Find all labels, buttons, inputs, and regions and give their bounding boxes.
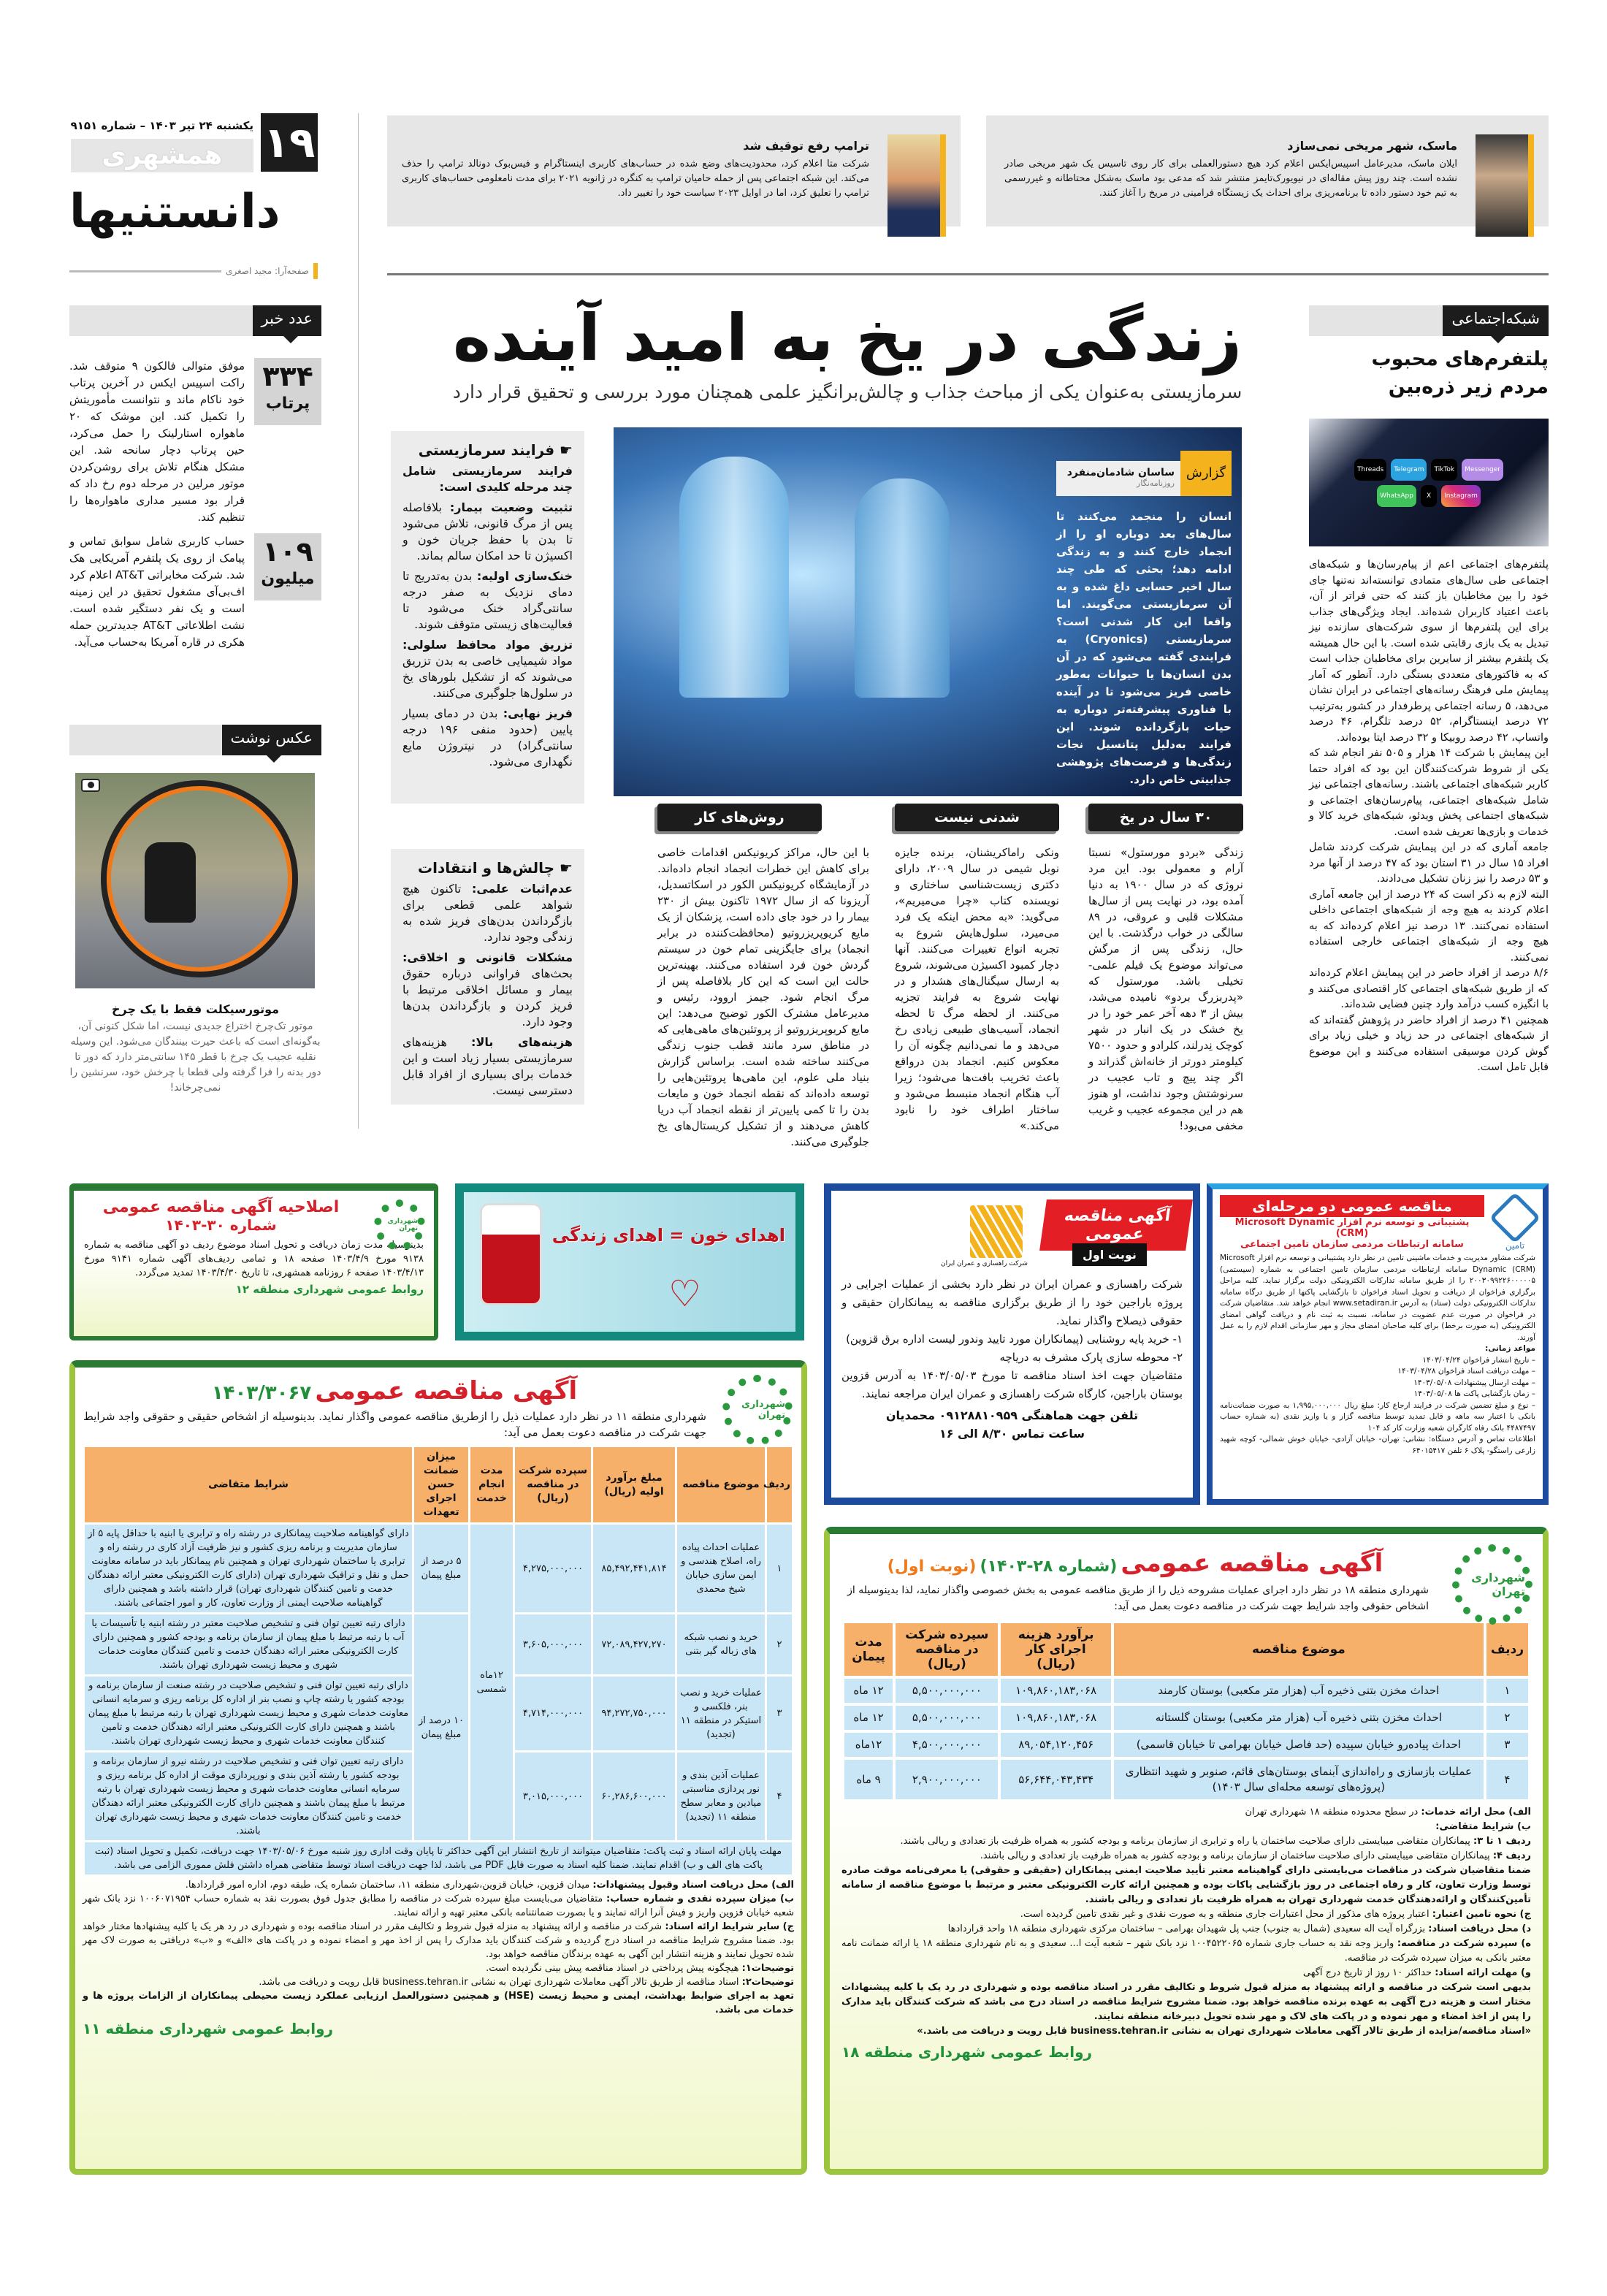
col-header: سپرده شرکت در مناقصه (ریال) <box>896 1623 998 1676</box>
stat-number: ۱۰۹ <box>262 535 313 568</box>
cell-duration: ۱۲ماه <box>844 1733 893 1757</box>
col-header: میزان ضمانت حسن اجرای تعهدات <box>414 1447 468 1522</box>
cell-row-no: ۴ <box>1486 1760 1528 1799</box>
col-header: سپرده شرکت در مناقصه (ریال) <box>515 1447 591 1522</box>
note <box>83 1920 794 1961</box>
col-header: ردیف <box>1486 1623 1528 1676</box>
note-head: ردیف ۱ تا ۳: <box>1473 1836 1531 1847</box>
photo-caption-block <box>69 725 321 1123</box>
tehran-municipality-logo: شهرداری تهران <box>1452 1544 1532 1625</box>
item-head: تزریق مواد محافظ سلولی: <box>402 638 573 652</box>
date-line: – مهلت دریافت اسناد فراخوان ۱۴۰۳/۰۴/۲۸ <box>1397 1367 1535 1376</box>
item-text: بحث‌های فراوانی درباره حقوق بیمار و مسائل اخلاقی مرتبط با فریز کردن و بازگرداندن بدن‌ها وجود دارد. <box>402 966 573 1029</box>
ad-round: نوبت اول <box>1072 1243 1147 1266</box>
note-head: ب) میزان سپرده نقدی و شماره حساب: <box>606 1893 795 1904</box>
process-title-text: فرایند سرمازیستی <box>418 441 555 459</box>
news-title: ترامپ رفع توقیف شد <box>743 139 869 153</box>
col-header: مدت پیمان <box>844 1623 893 1676</box>
item-text: بدن به‌تدریج تا دمای نزدیک به صفر درجه سانتی‌گراد خنک می‌شود تا فعالیت‌های زیستی متوقف شوند. <box>402 569 573 631</box>
stat-body: موفق متوالی فالکون ۹ متوقف شد. راکت اسپیس ایکس در آخرین پرتاب خود ناکام ماند و نتوانست مأموریتش را تکمیل کند. این موشک که ۲۰ ماهواره استارلینک را حمل می‌کرد، حین پرتاب دچار سانحه شد. این مشکل هنگام تلاش برای روشن‌کردن موتور مرلین در مرحله دوم رخ داد که قرار بود مسیر مداری ماهواره‌ها را تنظیم کند. <box>69 359 245 524</box>
item-head: فریز نهایی: <box>503 706 573 720</box>
tehran-municipality-logo: شهرداری تهران <box>374 1200 425 1251</box>
masthead <box>69 113 318 281</box>
tiktok-icon: TikTok <box>1431 459 1457 481</box>
photo-body: موتور تک‌چرخ اختراع جدیدی نیست، اما شکل کنونی آن، به‌گونه‌ای است که باعث حیرت بینندگان می‌شود. این وسیله نقلیه عجیب یک چرخ با قطر ۱۴۵ سانتی‌متر دارد که دور تا دور بدنه را فرا گرفته ولی قطعا با چرخش خود، سرنشین را نمی‌چرخاند! <box>69 1021 321 1094</box>
column-body: با این حال، مراکز کریونیکس اقدامات خاصی برای کاهش این خطرات انجماد انجام داده‌اند. در آزمایشگاه کریونیکس الکور در اسکاتسدیل، آریزونا که از سال ۱۹۷۲ تاکنون بیش از ۲۳۰ بیمار را در خود جای داده است، پزشکان از یک مایع کریوپریزروتیو (محافظت‌کننده در برابر انجماد) برای جایگزینی تمام خون در سیستم گردش خون فرد استفاده می‌کنند. بهینه‌ترین حالت این است که این کار بلافاصله پس از مرگ انجام شود. جیمز اروود، رئیس و مدیرعامل مشترک الکور توضیح می‌دهد: این مایع کریوپریزروتیو از پروتئین‌های ماهی‌هایی که در مناطق سرد مانند قطب جنوب زندگی می‌کنند ساخته شده است. براساس گزارش بنیاد ملی علوم، این ماهی‌ها پروتئین‌هایی را توسعه داده‌اند که نقطه انجماد خون و مایعات بدن را تا کمی پایین‌تر از نقطه انجماد آب دریا کاهش می‌دهند و از تشکیل کریستال‌های یخ جلوگیری می‌کنند. <box>657 846 869 1148</box>
top-rule <box>387 273 1549 275</box>
note-text: متقاضیان می‌بایست مبلغ سپرده شرکت در مناقصه را مطابق جدول فوق بصورت نقد به شماره حساب ۱۰۰۶۰۷۱۹۵۴ نزد بانک شهر شعبه خیابان قزوین واریز و فیش آنرا ارائه نمایند و یا بصورت ضمانتنامه بانکی معتبر تهیه و ارائه نمایند. <box>83 1893 794 1918</box>
threads-icon: Threads <box>1354 459 1386 481</box>
guarantee-line: – نوع و مبلغ تضمین شرکت در فرایند ارجاع کار: مبلغ ریال ۱,۹۹۵,۰۰۰,۰۰۰ به صورت ضمانت‌نامه بانکی با اعتبار سه ماهه و قابل تمدید توسط مناقصه گزار و یا واریز نقدی (به شماره حساب ۴۴۸۷۴۹۷ بانک رفاه کارگران شعبه وزارت کار کد ۱۰۴ <box>1220 1400 1536 1433</box>
note <box>841 2024 1531 2039</box>
note-head: توضیحات۲: <box>741 1977 794 1988</box>
cell-estimate: ۷۲,۰۸۹,۴۲۷,۲۷۰ <box>593 1614 675 1674</box>
note <box>841 1849 1531 1864</box>
cell-estimate: ۱۰۹,۸۶۰,۱۸۳,۰۶۸ <box>1001 1679 1110 1703</box>
cell-subject: عملیات بازسازی و راه‌اندازی آبنمای بوستان‌های قائم، صنوبر و شهید انتظاری (پروژه‌های توسعه محله‌ای سال ۱۴۰۳) <box>1114 1760 1484 1799</box>
dates-title: مواعد زمانی: <box>1485 1344 1535 1353</box>
note-text: شرکت در مناقصه و ارائه پیشنهاد به منزله قبول شروط و تکالیف مقرر در اسناد مناقصه بوده و شهرداری در رد هر یک یا کلیه پیشنهادها مختار خواهد بود. ضمنا مشروح شرایط مناقصه در اسناد درج گردیده و شرکت کنندگان باید مدارک را پس از اخذ مهر و امضاء نموده و در پاکت های «الف» و «ب» دریافتی به صورت لاک مهر شده تحویل نمایند و هزینه انتشار این آگهی به عهده برندگان مناقصه خواهد بود. <box>83 1921 794 1960</box>
news-body: شرکت متا اعلام کرد، محدودیت‌های وضع شده در حساب‌های کاربری اینستاگرام و فیس‌بوک دونالد ترامپ را حذف می‌کند. این شبکه اجتماعی پس از حمله حامیان ترامپ به کنگره در ژانویه ۲۰۲۱ برای مدت نامعلومی حساب‌های کاربری ترامپ را تعلیق کرد، اما در اوایل ۲۰۲۳ سیاست خود را تغییر داد. <box>402 159 869 199</box>
tamin-logo-text: تامین <box>1505 1240 1525 1251</box>
column-divider <box>358 113 359 1129</box>
ad-body: شرکت مشاور مدیریت و خدمات ماشینی تامین در نظر دارد پشتیبانی و توسعه نرم افزار Microsoft Dynamic (CRM) سامانه ارتباطات مردمی سازمان تامین اجتماعی به شماره (سیستمی) ۲۰۰۳۰۹۹۲۲۶۰۰۰۰۰۵ را از طریق سامانه تدارکات الکترونیکی دولت برگزار نماید. کلیه مراحل برگزاری فراخوان از دریافت و تحویل اسناد فراخوان تا بازگشایی پاکتها از طریق درگاه سامانه تدارکات الکترونیکی دولت (ستاد) به آدرس www.setadiran.ir انجام خواهد شد. متقاضیان شرکت در فراخوان در صورت عدم عضویت در سامانه، نسبت به ثبت نام و دریافت گواهی امضای الکترونیکی (به صورت برخط) برای کلیه صاحبان امضای مجاز و مهر سازمانی اقدام لازم را به عمل آورند. <box>1220 1254 1535 1342</box>
unicycle-photo <box>75 773 315 988</box>
author-role: روزنامه‌نگار <box>1137 478 1175 488</box>
ad-title: آگهی مناقصه عمومی <box>1121 1549 1383 1578</box>
photo-title: موتورسیکلت فقط با یک چرخ <box>111 1002 280 1016</box>
process-item <box>402 500 573 564</box>
tehran-municipality-logo: شهرداری تهران <box>722 1375 793 1445</box>
ad-intro: شهرداری منطقه ۱۱ در نظر دارد عملیات ذیل را ازطریق مناقصه عمومی واگذار نماید. بدینوسیله از اشخاص حقیقی و حقوقی واجد شرایط جهت شرکت در مناقصه دعوت بعمل می آید: <box>83 1410 706 1439</box>
stat-body: حساب کاربری شامل سوابق تماس و پیامک از روی یک پلتفرم آمریکایی هک شد. شرکت مخابراتی AT&T اعلام کرد اف‌بی‌آی مشغول تحقیق در این زمینه است و یک نفر دستگیر شده است. نشت اطلاعاتی AT&T جدیدترین حمله هکری در قاره آمریکا به‌حساب می‌آید. <box>69 535 245 649</box>
cell-deposit: ۳,۶۰۵,۰۰۰,۰۰۰ <box>515 1614 591 1674</box>
item-head: مشکلات قانونی و اخلاقی: <box>402 950 573 964</box>
col-header: برآورد هزینه اجرای کار (ریال) <box>1001 1623 1110 1676</box>
item-head: هزینه‌های بالا: <box>471 1035 573 1049</box>
item-head: تثبیت وضعیت بیمار: <box>449 500 573 514</box>
layout-credit <box>69 263 318 279</box>
cell-subject: احداث پیاده‌رو خیابان سپیده (حد فاصل خیابان بهرامی تا خیابان قاسمی) <box>1114 1733 1484 1757</box>
cell-row-no: ۴ <box>767 1752 792 1840</box>
ad-subtitle: سامانه ارتباطات مردمی سازمان تامین اجتماعی <box>1240 1239 1464 1250</box>
cell-estimate: ۵۶,۶۴۴,۰۴۳,۴۳۴ <box>1001 1760 1110 1799</box>
cell-guarantee: ۱۰ درصد از مبلغ پیمان <box>414 1614 468 1840</box>
note <box>841 1805 1531 1820</box>
top-news-trump <box>387 115 961 226</box>
ad-round: (نوبت اول) <box>887 1557 977 1576</box>
col-header: شرایط متقاضی <box>85 1447 412 1522</box>
tender-table <box>841 1620 1531 1802</box>
col-header: ردیف <box>767 1447 792 1522</box>
cell-duration: ۱۲ ماه <box>844 1679 893 1703</box>
cell-row-no: ۱ <box>1486 1679 1528 1703</box>
social-paragraph: پلتفرم‌های اجتماعی اعم از پیام‌رسان‌ها و شبکه‌های اجتماعی طی سال‌های متمادی توانسته‌اند نه‌تنها جای خود را بین مخاطبان باز کنند که حتی فراتر از آن، باعث اعتیاد کاربران شده‌اند. ایجاد ویژگی‌های جذاب برای این پلتفرم‌ها از سوی شرکت‌های سازنده نیز تبدیل به یک بازی رقابتی شده است. با این حال همیشه یک پلتفرم بیشتر از سایرین برای مخاطبان جذاب است که به فاکتورهای متعددی بستگی دارد. آنطور که آمار پیمایش ملی فرهنگ رسانه‌های اجتماعی در ایران نشان می‌دهد، ۵ رسانه اجتماعی پرطرفدار در کشور به‌ترتیب ۷۲ درصد اینستاگرام، ۵۲ درصد تلگرام، ۴۶ درصد واتساپ، ۴۲ درصد روبیکا و ۳۲ درصد ایتا بوده‌اند. <box>1309 559 1549 744</box>
cell-row-no: ۳ <box>1486 1733 1528 1757</box>
camera-icon <box>81 779 100 792</box>
cell-deposit: ۴,۷۱۴,۰۰۰,۰۰۰ <box>515 1677 591 1750</box>
note <box>83 1975 794 1989</box>
note <box>841 1820 1531 1834</box>
ad-title: مناقصه عمومی دو مرحله‌ای <box>1220 1195 1484 1217</box>
date-issue: یکشنبه ۲۴ تیر ۱۴۰۳ – شماره ۹۱۵۱ <box>70 119 253 132</box>
ad-hours: ساعت تماس ۸/۳۰ الی ۱۶ <box>939 1427 1085 1441</box>
note-text: در سطح محدوده منطقه ۱۸ شهرداری تهران <box>1245 1807 1419 1818</box>
cryo-image <box>614 427 1242 796</box>
cell-estimate: ۹۴,۲۷۲,۷۵۰,۰۰۰ <box>593 1677 675 1750</box>
note-head: و) مهلت ارائه اسناد: <box>1435 1967 1531 1978</box>
story-column <box>657 804 869 1148</box>
telegram-icon: Telegram <box>1391 459 1427 481</box>
cell-deposit: ۴,۵۰۰,۰۰۰,۰۰۰ <box>896 1733 998 1757</box>
number-news <box>69 305 321 671</box>
note-head: توضیحات۱: <box>741 1963 794 1974</box>
report-byline <box>1056 451 1232 496</box>
note <box>841 1834 1531 1849</box>
col-header: مبلغ برآورد اولیه (ریال) <box>593 1447 675 1522</box>
tamin-logo <box>1493 1200 1537 1251</box>
process-title <box>402 441 573 459</box>
social-paragraph: البته لازم به ذکر است که ۲۴ درصد از این جامعه آماری اعلام کردند به هیچ وجه از شبکه‌های اجتماعی داخلی استفاده نمی‌کنند. ۱۳ درصد نیز اعلام کرده‌اند که به هیچ وجه از شبکه‌های اجتماعی خارجی استفاده نمی‌کنند. <box>1309 888 1549 964</box>
table-row <box>844 1760 1528 1799</box>
apps-phone-image <box>1309 419 1549 546</box>
cell-estimate: ۶۰,۲۸۶,۶۰۰,۰۰۰ <box>593 1752 675 1840</box>
main-subtitle: سرمازیستی به‌عنوان یکی از مباحث جذاب و چالش‌برانگیز علمی همچنان مورد بررسی و تحقیق قرار دارد <box>452 381 1243 403</box>
cell-conditions: دارای رتبه تعیین توان فنی و تشخیص صلاحیت معتبر در رشته ابنیه یا تأسیسات یا آب با رتبه مرتبط با مبلغ پیمان از سازمان برنامه و بودجه کشور و همچنین دارای کارت الکترونیکی معتبر ارائه دهندگان خدمت و تامین کنندگان معاونت خدمات شهری و محیط زیست شهرداری تهران باشند. <box>85 1614 412 1674</box>
cell-estimate: ۱۰۹,۸۶۰,۱۸۳,۰۶۸ <box>1001 1706 1110 1730</box>
note-text: حداکثر ۱۰ روز از تاریخ درج آگهی <box>1302 1967 1432 1978</box>
cell-deposit: ۲,۹۰۰,۰۰۰,۰۰۰ <box>896 1760 998 1799</box>
ad-signature: روابط عمومی شهرداری منطقه ۱۱ <box>83 2020 334 2037</box>
column-body: ونکی راماکریشنان، برنده جایزه نوبل شیمی در سال ۲۰۰۹، دارای دکتری زیست‌شناسی ساختاری و نویسنده کتاب «چرا می‌میریم»، می‌گوید: «به محض اینکه یک فرد می‌میرد، سلول‌هایش شروع به تجربه انواع تغییرات می‌کنند. آنها دچار کمبود اکسیژن می‌شوند، شروع به ارسال سیگنال‌های هشدار و در نهایت شروع به فرایند تجزیه می‌کنند. از لحظه مرگ تا لحظه انجماد، آسیب‌های طبیعی زیادی رخ می‌دهد و ما نمی‌دانیم چگونه آن را معکوس کنیم. انجماد بدن درواقع باعث تخریب بافت‌ها می‌شود؛ زیرا آب هنگام انجماد منبسط می‌شود و ساختار اطراف خود را نابود می‌کند.» <box>895 846 1060 1132</box>
date-line: – زمان بازگشایی پاکت ها ۱۴۰۳/۰۵/۰۸ <box>1413 1389 1535 1398</box>
pointing-hand-icon: ☛ <box>554 859 573 877</box>
credit-text: صفحه‌آرا: مجید اصغری <box>226 266 309 276</box>
note-head: الف) محل دریافت اسناد وقبول پیشنهادات: <box>592 1880 794 1891</box>
blood-bag-icon <box>480 1203 542 1305</box>
note-text: «اسناد مناقصه/مزایده از طریق تالار آگهی معاملات شهرداری تهران به نشانی business.tehran.ir قابل رویت و دریافت می باشد.» <box>917 2026 1531 2037</box>
report-label: گزارش <box>1180 451 1232 496</box>
note <box>83 1892 794 1920</box>
cell-subject: خرید و نصب شبکه های زباله گیر بتنی <box>677 1614 765 1674</box>
ad-title: آگهی مناقصه عمومی <box>315 1376 578 1406</box>
ad-line: ۱- خرید پایه روشنایی (پیمانکاران مورد تایید وندور لیست اداره برق قزوین) <box>846 1332 1183 1346</box>
ad-intro: شهرداری منطقه ۱۸ در نظر دارد اجرای عملیات مشروحه ذیل را از طریق مناقصه عمومی به بخش خصوصی واگذار نماید، لذا بدینوسیله از اشخاص حقوقی واجد شرایط جهت شرکت در مناقصه دعوت بعمل می آید: <box>847 1584 1429 1612</box>
item-head: عدم‌اثبات علمی: <box>471 882 573 896</box>
page-number: ۱۹ <box>261 113 318 172</box>
note <box>841 1937 1531 1966</box>
section-tag: عدد خبر <box>253 305 322 336</box>
table-row <box>844 1706 1528 1730</box>
process-item <box>402 637 573 701</box>
note <box>841 1966 1531 1980</box>
note <box>83 1961 794 1975</box>
number-item <box>69 533 321 651</box>
cell-row-no: ۱ <box>767 1525 792 1612</box>
col-header: موضوع مناقصه <box>677 1447 765 1522</box>
cell-subject: احداث مخزن بتنی ذخیره آب (هزار متر مکعبی) بوستان کارمند <box>1114 1679 1484 1703</box>
ad-tamin-tender <box>1207 1183 1549 1505</box>
note-text: میدان قزوین، خیابان قزوین،شهرداری منطقه ۱۱، ساختمان شماره یک، طبقه دوم، اداره امور قراردادها. <box>185 1880 590 1891</box>
ad-rahsazi-tender <box>824 1183 1200 1505</box>
item-text: مواد شیمیایی خاصی به بدن تزریق می‌شوند که از تشکیل بلورهای یخ در سلول‌ها جلوگیری می‌کنند. <box>402 654 573 700</box>
process-item <box>402 706 573 770</box>
column-heading: ۳۰ سال در یخ <box>1088 804 1243 831</box>
note-text: اعتبار پروژه های مذکور از محل اعتبارات جاری منطقه و به صورت نقدی و غیر نقدی تامین گردیده است. <box>1020 1909 1429 1920</box>
process-item <box>402 568 573 633</box>
top-news-musk <box>986 115 1549 226</box>
main-headline: زندگی در یخ به امید آینده <box>453 300 1242 375</box>
x-icon: X <box>1421 485 1437 507</box>
note <box>841 1922 1531 1937</box>
section-title: دانستنیها <box>69 185 280 239</box>
ad-line: متقاضیان جهت اخذ اسناد مناقصه تا مورخ ۱۴۰۳/۰۵/۰۳ به آدرس قزوین بوستان باراجین، کارگاه شرکت راهسازی و عمران ایران مراجعه نمایند. <box>841 1369 1183 1400</box>
tender-table <box>83 1445 794 1877</box>
note-text: هیچگونه پیش پرداختی در اسناد مناقصه پیش بینی نگردیده است. <box>486 1963 739 1974</box>
ad-line: شرکت راهسازی و عمران ایران در نظر دارد بخشی از عملیات اجرایی در پروژه باراجین خود را از طریق برگزاری مناقصه به پیمانکاران حقیقی و حقوقی ذیصلاح واگذار نماید. <box>841 1278 1183 1327</box>
note <box>841 1907 1531 1922</box>
section-tag: عکس نوشت <box>222 725 322 755</box>
stat-number: ۳۳۴ <box>262 360 313 392</box>
column-heading: روش‌های کار <box>657 804 822 831</box>
table-row <box>85 1525 792 1612</box>
instagram-icon: Instagram <box>1441 485 1481 507</box>
logo-caption: شرکت راهسازی و عمران ایران <box>941 1260 1028 1267</box>
cell-subject: عملیات آذین بندی و نور پردازی مناسبتی میادین و معابر سطح منطقه ۱۱ (تجدید) <box>677 1752 765 1840</box>
cell-subject: عملیات احداث پیاده راه، اصلاح هندسی و ایمن سازی خیابان شیخ محمدی <box>677 1525 765 1612</box>
process-box <box>391 431 584 804</box>
cell-estimate: ۸۹,۰۵۴,۱۲۰,۴۵۶ <box>1001 1733 1110 1757</box>
rahsazi-logo <box>970 1205 1023 1258</box>
cell-deposit: ۴,۲۷۵,۰۰۰,۰۰۰ <box>515 1525 591 1612</box>
stat-unit: پرتاب <box>265 394 310 413</box>
note <box>841 1980 1531 2024</box>
note-text: پیمانکاران متقاضی میبایستی دارای صلاحیت ساختمان یا راه و ترابری از سازمان برنامه و بودجه کشور به همراه ظرفیت باز تعدادی و ریالی باشند. <box>900 1836 1470 1847</box>
ad-number: ۱۴۰۳/۳۰۶۷ <box>211 1382 312 1404</box>
cell-deposit: ۵,۵۰۰,۰۰۰,۰۰۰ <box>896 1679 998 1703</box>
news-title: ماسک، شهر مریخی نمی‌سازد <box>1287 139 1457 153</box>
heart-tube-icon: ♡ <box>668 1273 701 1315</box>
ad-number: شماره ۳۰-۱۴۰۳ <box>165 1216 277 1234</box>
cell-duration: ۹ ماه <box>844 1760 893 1799</box>
author-name: ساسان شادمان‌منفرد <box>1066 467 1175 478</box>
column-heading: شدنی نیست <box>895 804 1059 831</box>
item-text: هزینه‌های سرمازیستی بسیار زیاد است و این خدمات برای بسیاری از افراد قابل دسترسی نیست. <box>402 1035 573 1097</box>
table-header <box>85 1447 792 1522</box>
challenges-title-text: چالش‌ها و انتقادات <box>418 859 555 877</box>
note-head: ب) شرایط متقاضی: <box>1435 1821 1531 1832</box>
col-header: موضوع مناقصه <box>1114 1623 1484 1676</box>
note-head: الف) محل ارائه خدمات: <box>1421 1807 1531 1818</box>
social-paragraph: این پیمایش با شرکت ۱۴ هزار و ۵۰۵ نفر انجام شد که یکی از شروط شرکت‌کنندگان این بود که افراد حتما کاربر شبکه‌های اجتماعی باشند. رسانه‌های اجتماعی نیز شامل شبکه‌های اجتماعی، پیام‌رسان‌های اجتماعی و شبکه‌های اجتماعی پخش ویدئو، شبکه‌های خرید کالا و خدمات و بازی‌ها تعریف شده است. <box>1309 747 1549 838</box>
challenge-item <box>402 881 573 945</box>
social-paragraph: همچنین ۴۱ درصد از افراد حاضر در پژوهش گفته‌اند که از شبکه‌های اجتماعی در حد زیاد و خیلی زیاد برای گوش کردن موسیقی استفاده می‌کنند و این موضوع قابل تامل است. <box>1309 1014 1549 1073</box>
col-header: مدت انجام خدمت <box>470 1447 513 1522</box>
pointing-hand-icon: ☛ <box>554 441 573 459</box>
contact-line: اطلاعات تماس و آدرس دستگاه: نشانی: تهران- خیابان آزادی- خیابان خوش شمالی- کوچه شهید زارعی راستگو- پلاک ۶ تلفن ۶۴۰۱۵۴۱۷ <box>1220 1435 1535 1455</box>
table-row <box>844 1733 1528 1757</box>
challenges-title <box>402 859 573 877</box>
note-text: ضمنا متقاضیان شرکت در مناقصات می‌بایستی دارای گواهینامه معتبر تأیید صلاحیت ایمنی پیمانکاران (حقیقی و حقوقی) یا معرفی‌نامه موقت صادره توسط وزارت تعاون، کار و رفاه اجتماعی در روز بازگشایی پاکات بوده و همچنین ارائه کارت الکترونیکی معتبر و مرتبط با موضوع مناقصه از سامانه تأمین‌کنندگان و ارائه‌دهندگان خدمت شهرداری تهران به همراه ظرفیت باز تعدادی و ریالی باشند. <box>841 1865 1531 1905</box>
news-body: ایلان ماسک، مدیرعامل اسپیس‌ایکس اعلام کرد هیچ دستورالعملی برای کار روی تاسیس یک شهر مریخی صادر نشده است. چند روز پیش مقاله‌ای در نیویورک‌تایمز منتشر شد که مدعی بود ماسک به‌شکل محتاطانه و غیررسمی به تیم خود دستور داده تا برنامه‌ریزی برای احداث یک زیستگاه فرامینی در مریخ را آغاز کنند. <box>1004 159 1457 199</box>
note-head: ردیف ۴: <box>1492 1850 1531 1861</box>
ad-body: بدینوسیله مدت زمان دریافت و تحویل اسناد موضوع ردیف دو آگهی مناقصه به شماره ۹۱۳۸ مورخ ۱۴۰۳/۴/۹ صفحه ۱۸ و تمامی ردیف‌های آگهی شماره ۹۱۴۱ مورخ ۱۴۰۳/۴/۱۳ صفحه ۶ روزنامه همشهری، تا تاریخ ۱۴۰۳/۴/۳۰ تمدید می‌گردد. <box>84 1240 424 1278</box>
note-text: پیمانکاران متقاضی میبایستی دارای صلاحیت ساختمان از سازمان برنامه و بودجه کشور به همراه ظرفیت باز تعدادی و ریالی باشند. <box>980 1850 1490 1861</box>
social-story <box>1309 305 1549 1124</box>
ad-title: اصلاحیه آگهی مناقصه عمومی <box>102 1198 340 1216</box>
item-text: بلافاصله پس از مرگ قانونی، تلاش می‌شود تا بدن با حفظ جریان خون و اکسیژن تا حد امکان سالم بماند. <box>402 500 573 562</box>
ad-region11-tender <box>69 1360 807 2175</box>
social-paragraph: جامعه آماری که در این پیمایش شرکت کردند شامل افراد ۱۵ سال در ۳۱ استان بود که ۴۷ درصد از آنها مرد و ۵۳ درصد را نیز زنان تشکیل می‌دادند. <box>1309 842 1549 885</box>
deadline-cell: مهلت پایان ارائه اسناد و ثبت پاکت: متقاضیان میتوانند از تاریخ انتشار این آگهی حداکثر تا پایان وقت اداری روز شنبه مورخ ۱۴۰۳/۰۵/۰۶ جهت دریافت، تکمیل و تحویل اسناد (ثبت پاکت های الف و ب) اقدام نمایند. ضمنا کلیه اسناد به صورت فایل PDF می باشد، لذا جهت دریافت اسناد توسط متقاضی همراه داشتن فلش مموری الزامی می باشد. <box>85 1842 792 1874</box>
cell-estimate: ۸۵,۴۹۲,۴۴۱,۸۱۴ <box>593 1525 675 1612</box>
note-head: ج) سایر شرایط ارائه اسناد: <box>665 1921 794 1932</box>
note-text: بزرگراه آیت اله سعیدی (شمال به جنوب) جنب پل شهیدان بهرامی – ساختمان مرکزی شهرداری منطقه ۱۸ واحد قراردادها <box>947 1923 1426 1934</box>
number-item <box>69 358 321 526</box>
ad-title: اهدای خون = اهدای زندگی <box>551 1225 785 1246</box>
table-header <box>844 1623 1528 1676</box>
cell-row-no: ۲ <box>767 1614 792 1674</box>
section-tag: شبکه‌اجتماعی <box>1443 305 1549 336</box>
note-head: ج) نحوه تامین اعتبار: <box>1432 1909 1531 1920</box>
cell-conditions: دارای رتبه تعیین توان فنی و تشخیص صلاحیت در رشته صنعت از سازمان برنامه و بودجه کشور یا رشته چاپ و نصب بنر از اداره کل برنامه ریزی و سرمایه انسانی معاونت خدمات شهری و محیط زیست شهرداری تهران با رتبه مرتبط با مبلغ پیمان باشند و همچنین دارای کارت الکترونیکی معتبر ارائه دهندگان خدمت و تامین کنندگان معاونت خدمات شهری و محیط زیست شهرداری تهران باشند. <box>85 1677 412 1750</box>
note-text: بدیهی است شرکت در مناقصه و ارائه پیشنهاد به منزله قبول شروط و تکالیف مقرر در اسناد مناقصه بوده و شهرداری در رد یک یا کلیه پیشنهادات مختار است و هزینه درج آگهی به عهده برنده مناقصه خواهد بود. ضمنا مشروح شرایط مناقصه در اسناد درج می باشد که شرکت کنندگان باید مدارک را پس از اخذ امضاء و مهر نموده و در پاکت های لاک و مهر شده تحویل دبیرخانه منطقه نمایند. <box>841 1982 1531 2022</box>
trump-portrait <box>888 134 946 237</box>
cell-conditions: دارای رتبه تعیین توان فنی و تشخیص صلاحیت در رشته نیرو از سازمان برنامه و بودجه کشور یا رشته آذین بندی و نورپردازی موقت از اداره کل برنامه ریزی و سرمایه انسانی معاونت خدمات شهری و محیط زیست شهرداری تهران با رتبه مرتبط با مبلغ پیمان باشند و همچنین دارای کارت الکترونیکی معتبر ارائه دهندگان خدمت و تامین کنندگان معاونت خدمات شهری و محیط زیست شهرداری تهران باشند. <box>85 1752 412 1840</box>
cell-guarantee: ۵ درصد از مبلغ پیمان <box>414 1525 468 1612</box>
cell-subject: احداث مخزن بتنی ذخیره آب (هزار متر مکعبی) بوستان گلستانه <box>1114 1706 1484 1730</box>
note-head: ه) سپرده شرکت در مناقصه: <box>1397 1938 1532 1949</box>
cell-duration: ۱۲ ماه <box>844 1706 893 1730</box>
table-row <box>844 1679 1528 1703</box>
ad-signature: روابط عمومی شهرداری منطقه ۱۲ <box>235 1283 424 1296</box>
messenger-icon: Messenger <box>1462 459 1503 481</box>
item-text: تاکنون هیچ شواهد علمی قطعی برای بازگرداندن بدن‌های فریز شده به زندگی وجود ندارد. <box>402 882 573 944</box>
table-row <box>85 1614 792 1674</box>
cell-conditions: دارای گواهینامه صلاحیت پیمانکاری در رشته راه و ترابری یا ابنیه با حداقل پایه ۵ از سازمان مدیریت و برنامه ریزی کشور و نیز ظرفیت آزاد کاری در رشته راه و ترابری یا ساختمان شهرداری تهران و همچنین نام پیمانکار باید در سامانه معاونت حمل و نقل و ترافیک شهرداری تهران (دارای کارت الکترونیکی معتبر ارائه دهندگان خدمت و تامین کنندگان شهرداری تهران) قرار داشته باشد و همچنین دارای گواهینامه صلاحیت ایمنی از وزارت تعاون، کار و امور اجتماعی باشند. <box>85 1525 412 1612</box>
ad-correction-tender <box>69 1183 438 1340</box>
note-head: د) محل دریافت اسناد: <box>1428 1923 1531 1934</box>
note <box>841 1864 1531 1907</box>
stat-unit: میلیون <box>261 570 315 588</box>
story-column <box>895 804 1060 1132</box>
cell-row-no: ۳ <box>767 1677 792 1750</box>
musk-portrait <box>1476 134 1534 237</box>
column-body: زندگی «بردو مورستول» نسبتا آرام و معمولی بود. این مرد نروژی که در سال ۱۹۰۰ به دنیا آمده بود، در نهایت پس از سال‌ها مشکلات قلبی و عروقی، در ۸۹ سالگی در خواب درگذشت. با این حال، زندگی پس از مرگش می‌تواند موضوع یک فیلم علمی-تخیلی باشد. مورستول که «پدربزرگ بردو» نامیده می‌شد، بیش از ۳ دهه آخر عمر خود را در یخ خشک در یک انبار در شهر کوچک نِدرلند، کلرادو و حدود ۷۵۰۰ کیلومتر دورتر از خانه‌اش گذراند و اگر چند پیچ و تاب عجیب در سرنوشتش وجود نداشت، او هنوز هم در این مجموعه عجیب و غریب مخفی می‌بود! <box>1088 846 1243 1132</box>
cell-deposit: ۵,۵۰۰,۰۰۰,۰۰۰ <box>896 1706 998 1730</box>
table-row <box>85 1842 792 1874</box>
cell-row-no: ۲ <box>1486 1706 1528 1730</box>
note-text: اسناد مناقصه از طریق تالار آگهی معاملات شهرداری تهران به نشانی business.tehran.ir قابل رویت و دریافت می باشد. <box>259 1977 739 1988</box>
ad-blood-donation <box>455 1183 804 1340</box>
social-headline: پلتفرم‌های محبوب مردم زیر ذره‌بین <box>1371 348 1549 398</box>
story-column <box>1088 804 1243 1132</box>
ad-number: (شماره ۲۸-۱۴۰۳) <box>980 1557 1118 1576</box>
ad-title: آگهی مناقصه عمومی <box>1039 1200 1193 1251</box>
cell-duration: ۱۲ماه شمسی <box>470 1525 513 1840</box>
ad-subtitle: پشتیبانی و توسعه نرم افزار Microsoft Dynamic (CRM) <box>1234 1217 1470 1239</box>
challenge-item <box>402 950 573 1030</box>
story-lead: انسان را منجمد می‌کنند تا سال‌های بعد دوباره او را از انجماد خارج کنند و به زندگی ادامه دهد؛ بحثی که طی چند سال اخیر حسابی داغ شده و به آن سرمازیستی می‌گویند. اما واقعا این کار شدنی است؟ سرمازیستی (Cryonics) به فرایندی گفته می‌شود که در آن بدن انسان‌ها یا حیوانات به‌طور خاصی فریز می‌شود تا در آینده با فناوری پیشرفته‌تر دوباره به حیات بازگردانده شوند. این فرایند به‌دلیل پتانسیل نجات زندگی‌ها و فرصت‌های پژوهشی جذابیتی خاص دارد. <box>1056 510 1232 786</box>
note-text: واریز وجه نقد به حساب جاری شماره ۱۰۰۴۵۲۲۰۶۵ نزد بانک شهر – شعبه آیت ا... سعیدی و به نام شهرداری منطقه ۱۸ یا ارائه ضمانت نامه معتبر بانکی به میزان سپرده شرکت در مناقصه. <box>841 1938 1531 1964</box>
note <box>83 1878 794 1892</box>
item-text: بدن در دمای بسیار پایین (حدود منفی ۱۹۶ درجه سانتی‌گراد) در نیتروژن مایع نگهداری می‌شود. <box>402 706 573 768</box>
whatsapp-icon: WhatsApp <box>1377 485 1416 507</box>
date-line: – تاریخ انتشار فراخوان ۱۴۰۳/۰۴/۲۴ <box>1422 1355 1535 1365</box>
cell-deposit: ۳,۰۱۵,۰۰۰,۰۰۰ <box>515 1752 591 1840</box>
ad-line: ۲- محوطه سازی پارک مشرف به دریاچه <box>999 1351 1183 1364</box>
ad-phone: تلفن جهت هماهنگی ۰۹۱۲۸۸۱۰۹۵۹ محمدیان <box>885 1408 1139 1422</box>
note <box>83 1989 794 2017</box>
ad-region18-tender <box>824 1527 1549 2175</box>
note-text: تعهد به اجرای ضوابط بهداشت، ایمنی و محیط زیست (HSE) و همچنین دستورالعمل ارزیابی عملکرد زیست محیطی پیمانکاران از الزامات پروژه ها و خدمات می باشد. <box>83 1991 794 2015</box>
challenges-box <box>391 849 584 1105</box>
paper-logo: همشهری <box>71 139 253 172</box>
challenge-item <box>402 1034 573 1099</box>
cell-subject: عملیات خرید و نصب بنر، فلکسی و استیکر در منطقه ۱۱ (تجدید) <box>677 1677 765 1750</box>
ad-signature: روابط عمومی شهرداری منطقه ۱۸ <box>841 2043 1093 2061</box>
social-paragraph: ۸/۶ درصد از افراد حاضر در این پیمایش اعلام کرده‌اند که از طریق شبکه‌های اجتماعی کار اقتصادی می‌کنند و با انگیزه کسب درآمد وارد چنین فضایی شده‌اند. <box>1309 967 1549 1010</box>
process-intro: فرایند سرمازیستی شامل چند مرحله کلیدی است: <box>402 464 573 494</box>
item-head: خنک‌سازی اولیه: <box>476 569 573 583</box>
date-line: – مهلت ارسال پیشنهادات ۱۴۰۳/۰۵/۰۸ <box>1413 1378 1535 1387</box>
